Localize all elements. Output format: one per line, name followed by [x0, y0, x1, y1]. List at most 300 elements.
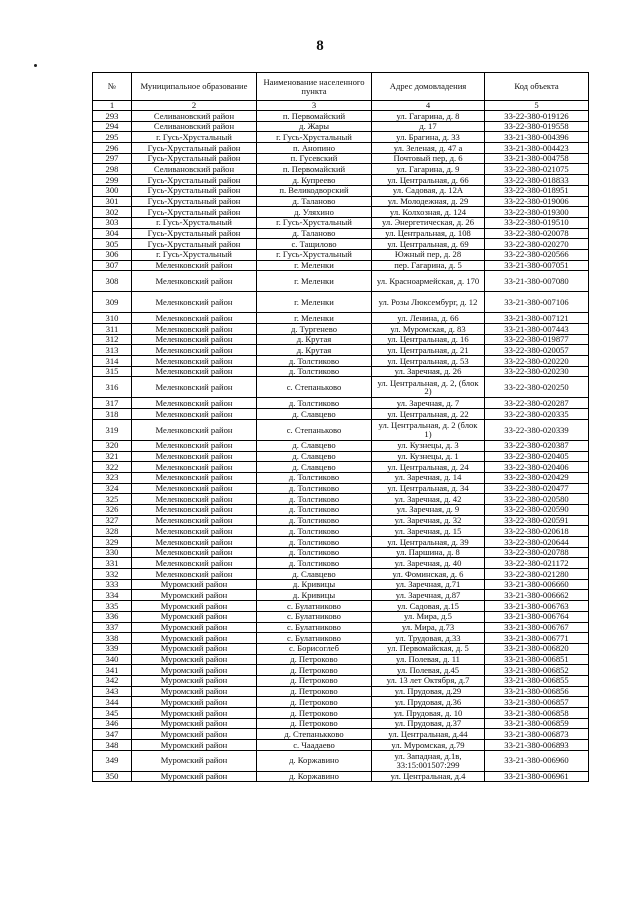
- row-number-cell: 304: [93, 228, 132, 239]
- address-cell: ул. Прудовая, д. 10: [372, 708, 485, 719]
- table-row: [93, 217, 589, 228]
- row-number-cell: 335: [93, 601, 132, 612]
- row-number-cell: 326: [93, 504, 132, 515]
- settlement-cell: д. Толстиково: [257, 494, 372, 505]
- settlement-cell: д. Толстиково: [257, 356, 372, 367]
- table-row: [93, 537, 589, 548]
- table-row: [93, 377, 589, 398]
- municipality-cell: Меленковский район: [132, 409, 257, 420]
- address-cell: д. 17: [372, 121, 485, 132]
- object-code-cell: 33-22-380-020339: [485, 419, 589, 440]
- table-row: [93, 175, 589, 186]
- municipality-cell: Меленковский район: [132, 569, 257, 580]
- row-number-cell: 306: [93, 249, 132, 260]
- settlement-cell: г. Гусь-Хрустальный: [257, 249, 372, 260]
- municipality-cell: Муромский район: [132, 611, 257, 622]
- address-cell: ул. Заречная, д.87: [372, 590, 485, 601]
- settlement-cell: д. Коржавино: [257, 771, 372, 782]
- address-cell: ул. Зеленая, д. 47 а: [372, 143, 485, 154]
- row-number-cell: 311: [93, 324, 132, 335]
- address-cell: ул. Центральная, д. 2 (блок 1): [372, 419, 485, 440]
- table-row: [93, 654, 589, 665]
- settlement-cell: д. Таланово: [257, 196, 372, 207]
- municipality-cell: Гусь-Хрустальный район: [132, 185, 257, 196]
- municipality-cell: Муромский район: [132, 708, 257, 719]
- municipality-cell: Меленковский район: [132, 547, 257, 558]
- column-index: 2: [132, 101, 257, 111]
- municipality-cell: Меленковский район: [132, 483, 257, 494]
- table-body: [93, 111, 589, 782]
- table-row: [93, 451, 589, 462]
- object-code-cell: 33-22-380-020057: [485, 345, 589, 356]
- settlement-cell: д. Петроково: [257, 665, 372, 676]
- object-code-cell: 33-21-380-007106: [485, 292, 589, 313]
- municipality-cell: Селивановский район: [132, 164, 257, 175]
- municipality-cell: Селивановский район: [132, 121, 257, 132]
- object-code-cell: 33-22-380-020335: [485, 409, 589, 420]
- row-number-cell: 302: [93, 207, 132, 218]
- address-cell: Почтовый пер, д. 6: [372, 153, 485, 164]
- municipality-cell: Меленковский район: [132, 515, 257, 526]
- table-row: [93, 239, 589, 250]
- objects-table: [92, 72, 589, 782]
- municipality-cell: Муромский район: [132, 729, 257, 740]
- settlement-cell: д. Толстиково: [257, 515, 372, 526]
- object-code-cell: 33-21-380-007080: [485, 271, 589, 292]
- table-row: [93, 271, 589, 292]
- table-row: [93, 740, 589, 751]
- municipality-cell: Муромский район: [132, 579, 257, 590]
- address-cell: ул. Гагарина, д. 8: [372, 111, 485, 122]
- object-code-cell: 33-22-380-021075: [485, 164, 589, 175]
- row-number-cell: 316: [93, 377, 132, 398]
- object-code-cell: 33-22-380-018951: [485, 185, 589, 196]
- address-cell: ул. Заречная, д. 26: [372, 366, 485, 377]
- settlement-cell: д. Уляхино: [257, 207, 372, 218]
- settlement-cell: с. Чаадаево: [257, 740, 372, 751]
- row-number-cell: 322: [93, 462, 132, 473]
- address-cell: ул. Заречная, д. 9: [372, 504, 485, 515]
- settlement-cell: д. Жары: [257, 121, 372, 132]
- municipality-cell: Меленковский район: [132, 451, 257, 462]
- row-number-cell: 346: [93, 718, 132, 729]
- settlement-cell: с. Булатниково: [257, 611, 372, 622]
- table-row: [93, 601, 589, 612]
- settlement-cell: д. Толстиково: [257, 472, 372, 483]
- municipality-cell: Муромский район: [132, 643, 257, 654]
- address-cell: ул. Центральная, д. 39: [372, 537, 485, 548]
- address-cell: ул. Центральная, д. 66: [372, 175, 485, 186]
- row-number-cell: 330: [93, 547, 132, 558]
- table-row: [93, 121, 589, 132]
- address-cell: ул. Брагина, д. 33: [372, 132, 485, 143]
- row-number-cell: 303: [93, 217, 132, 228]
- address-cell: ул. Центральная, д. 53: [372, 356, 485, 367]
- object-code-cell: 33-21-380-006873: [485, 729, 589, 740]
- address-cell: ул. Заречная, д.71: [372, 579, 485, 590]
- row-number-cell: 307: [93, 260, 132, 271]
- row-number-cell: 293: [93, 111, 132, 122]
- address-cell: ул. Прудовая, д.37: [372, 718, 485, 729]
- object-code-cell: 33-22-380-018833: [485, 175, 589, 186]
- table-row: [93, 708, 589, 719]
- municipality-cell: Муромский район: [132, 633, 257, 644]
- row-number-cell: 332: [93, 569, 132, 580]
- address-cell: ул. Паршина, д. 8: [372, 547, 485, 558]
- settlement-cell: п. Первомайский: [257, 164, 372, 175]
- address-cell: ул. Муромская, д. 83: [372, 324, 485, 335]
- address-cell: ул. Центральная, д. 16: [372, 334, 485, 345]
- table-row: [93, 185, 589, 196]
- header-number: №: [93, 73, 132, 101]
- settlement-cell: д. Таланово: [257, 228, 372, 239]
- address-cell: Южный пер, д. 28: [372, 249, 485, 260]
- table-row: [93, 771, 589, 782]
- table-row: [93, 504, 589, 515]
- object-code-cell: 33-22-380-020590: [485, 504, 589, 515]
- header-settlement: Наименование населенного пункта: [257, 73, 372, 101]
- table-row: [93, 494, 589, 505]
- address-cell: ул. Трудовая, д.33: [372, 633, 485, 644]
- object-code-cell: 33-22-380-020387: [485, 440, 589, 451]
- municipality-cell: Гусь-Хрустальный район: [132, 239, 257, 250]
- table-row: [93, 750, 589, 771]
- row-number-cell: 348: [93, 740, 132, 751]
- municipality-cell: Меленковский район: [132, 419, 257, 440]
- settlement-cell: с. Борисоглеб: [257, 643, 372, 654]
- municipality-cell: Муромский район: [132, 622, 257, 633]
- row-number-cell: 345: [93, 708, 132, 719]
- table-header-row: [93, 73, 589, 101]
- table-row: [93, 611, 589, 622]
- object-code-cell: 33-22-380-019510: [485, 217, 589, 228]
- row-number-cell: 305: [93, 239, 132, 250]
- municipality-cell: Меленковский район: [132, 271, 257, 292]
- row-number-cell: 319: [93, 419, 132, 440]
- object-code-cell: 33-22-380-020406: [485, 462, 589, 473]
- row-number-cell: 339: [93, 643, 132, 654]
- row-number-cell: 323: [93, 472, 132, 483]
- object-code-cell: 33-22-380-019558: [485, 121, 589, 132]
- settlement-cell: д. Толстиково: [257, 537, 372, 548]
- object-code-cell: 33-22-380-020566: [485, 249, 589, 260]
- table-row: [93, 472, 589, 483]
- row-number-cell: 320: [93, 440, 132, 451]
- table-row: [93, 366, 589, 377]
- settlement-cell: д. Крутая: [257, 334, 372, 345]
- table-row: [93, 313, 589, 324]
- table-row: [93, 409, 589, 420]
- row-number-cell: 343: [93, 686, 132, 697]
- municipality-cell: Меленковский район: [132, 292, 257, 313]
- address-cell: ул. Энергетическая, д. 26: [372, 217, 485, 228]
- settlement-cell: д. Петроково: [257, 708, 372, 719]
- row-number-cell: 301: [93, 196, 132, 207]
- municipality-cell: Меленковский район: [132, 526, 257, 537]
- address-cell: ул. Заречная, д. 32: [372, 515, 485, 526]
- address-cell: ул. Садовая, д. 12А: [372, 185, 485, 196]
- object-code-cell: 33-21-380-004758: [485, 153, 589, 164]
- object-code-cell: 33-22-380-020429: [485, 472, 589, 483]
- municipality-cell: Меленковский район: [132, 377, 257, 398]
- municipality-cell: Меленковский район: [132, 260, 257, 271]
- column-index: 1: [93, 101, 132, 111]
- municipality-cell: Гусь-Хрустальный район: [132, 228, 257, 239]
- row-number-cell: 297: [93, 153, 132, 164]
- object-code-cell: 33-21-380-006764: [485, 611, 589, 622]
- municipality-cell: г. Гусь-Хрустальный: [132, 249, 257, 260]
- table-row: [93, 153, 589, 164]
- row-number-cell: 315: [93, 366, 132, 377]
- settlement-cell: д. Кривицы: [257, 579, 372, 590]
- object-code-cell: 33-22-380-020477: [485, 483, 589, 494]
- table-row: [93, 729, 589, 740]
- row-number-cell: 328: [93, 526, 132, 537]
- settlement-cell: г. Меленки: [257, 292, 372, 313]
- address-cell: ул. Полевая, д. 11: [372, 654, 485, 665]
- settlement-cell: п. Гусевский: [257, 153, 372, 164]
- row-number-cell: 337: [93, 622, 132, 633]
- address-cell: ул. Мира, д.5: [372, 611, 485, 622]
- object-code-cell: 33-21-380-006855: [485, 675, 589, 686]
- table-row: [93, 228, 589, 239]
- row-number-cell: 324: [93, 483, 132, 494]
- row-number-cell: 325: [93, 494, 132, 505]
- municipality-cell: Меленковский район: [132, 494, 257, 505]
- table-row: [93, 515, 589, 526]
- address-cell: ул. Центральная, д. 21: [372, 345, 485, 356]
- table-row: [93, 718, 589, 729]
- settlement-cell: д. Толстиково: [257, 558, 372, 569]
- object-code-cell: 33-22-380-020580: [485, 494, 589, 505]
- column-index: 4: [372, 101, 485, 111]
- municipality-cell: Меленковский район: [132, 462, 257, 473]
- municipality-cell: Муромский район: [132, 686, 257, 697]
- row-number-cell: 349: [93, 750, 132, 771]
- municipality-cell: Муромский район: [132, 771, 257, 782]
- municipality-cell: Меленковский район: [132, 537, 257, 548]
- address-cell: ул. Центральная, д. 69: [372, 239, 485, 250]
- row-number-cell: 342: [93, 675, 132, 686]
- table-row: [93, 665, 589, 676]
- object-code-cell: 33-21-380-006893: [485, 740, 589, 751]
- settlement-cell: г. Меленки: [257, 260, 372, 271]
- object-code-cell: 33-21-380-006851: [485, 654, 589, 665]
- municipality-cell: Муромский район: [132, 718, 257, 729]
- address-cell: ул. Центральная, д. 22: [372, 409, 485, 420]
- table-row: [93, 633, 589, 644]
- address-cell: ул. Заречная, д. 14: [372, 472, 485, 483]
- object-code-cell: 33-22-380-020788: [485, 547, 589, 558]
- settlement-cell: д. Славцево: [257, 462, 372, 473]
- municipality-cell: Муромский район: [132, 665, 257, 676]
- settlement-cell: п. Анопино: [257, 143, 372, 154]
- object-code-cell: 33-21-380-004423: [485, 143, 589, 154]
- row-number-cell: 334: [93, 590, 132, 601]
- address-cell: ул. Садовая, д.15: [372, 601, 485, 612]
- settlement-cell: с. Тащилово: [257, 239, 372, 250]
- object-code-cell: 33-22-380-019126: [485, 111, 589, 122]
- row-number-cell: 333: [93, 579, 132, 590]
- address-cell: ул. Кузнецы, д. 1: [372, 451, 485, 462]
- row-number-cell: 310: [93, 313, 132, 324]
- settlement-cell: д. Толстиково: [257, 526, 372, 537]
- table-row: [93, 292, 589, 313]
- row-number-cell: 331: [93, 558, 132, 569]
- table-row: [93, 419, 589, 440]
- table-row: [93, 324, 589, 335]
- row-number-cell: 294: [93, 121, 132, 132]
- settlement-cell: г. Меленки: [257, 271, 372, 292]
- address-cell: ул. Заречная, д. 42: [372, 494, 485, 505]
- row-number-cell: 321: [93, 451, 132, 462]
- settlement-cell: с. Булатниково: [257, 601, 372, 612]
- row-number-cell: 336: [93, 611, 132, 622]
- settlement-cell: д. Толстиково: [257, 483, 372, 494]
- address-cell: пер. Гагарина, д. 5: [372, 260, 485, 271]
- settlement-cell: д. Петроково: [257, 654, 372, 665]
- object-code-cell: 33-22-380-020591: [485, 515, 589, 526]
- address-cell: ул. Центральная, д. 34: [372, 483, 485, 494]
- object-code-cell: 33-22-380-020644: [485, 537, 589, 548]
- object-code-cell: 33-22-380-020405: [485, 451, 589, 462]
- address-cell: ул. Центральная, д. 108: [372, 228, 485, 239]
- object-code-cell: 33-21-380-006771: [485, 633, 589, 644]
- address-cell: ул. 13 лет Октября, д.7: [372, 675, 485, 686]
- row-number-cell: 327: [93, 515, 132, 526]
- municipality-cell: Гусь-Хрустальный район: [132, 143, 257, 154]
- settlement-cell: д. Кривицы: [257, 590, 372, 601]
- row-number-cell: 298: [93, 164, 132, 175]
- scan-dot: [34, 64, 37, 67]
- settlement-cell: д. Петроково: [257, 675, 372, 686]
- object-code-cell: 33-22-380-020230: [485, 366, 589, 377]
- object-code-cell: 33-22-380-021172: [485, 558, 589, 569]
- table-row: [93, 356, 589, 367]
- row-number-cell: 341: [93, 665, 132, 676]
- table-row: [93, 558, 589, 569]
- settlement-cell: п. Первомайский: [257, 111, 372, 122]
- table-row: [93, 345, 589, 356]
- municipality-cell: г. Гусь-Хрустальный: [132, 132, 257, 143]
- row-number-cell: 314: [93, 356, 132, 367]
- municipality-cell: Гусь-Хрустальный район: [132, 153, 257, 164]
- table-row: [93, 569, 589, 580]
- settlement-cell: д. Крутая: [257, 345, 372, 356]
- settlement-cell: д. Тургенево: [257, 324, 372, 335]
- object-code-cell: 33-21-380-007443: [485, 324, 589, 335]
- table-row: [93, 132, 589, 143]
- row-number-cell: 317: [93, 398, 132, 409]
- municipality-cell: Меленковский район: [132, 472, 257, 483]
- settlement-cell: д. Славцево: [257, 451, 372, 462]
- row-number-cell: 350: [93, 771, 132, 782]
- object-code-cell: 33-22-380-019006: [485, 196, 589, 207]
- object-code-cell: 33-22-380-020287: [485, 398, 589, 409]
- settlement-cell: с. Булатниково: [257, 622, 372, 633]
- table-row: [93, 164, 589, 175]
- header-address: Адрес домовладения: [372, 73, 485, 101]
- municipality-cell: Муромский район: [132, 654, 257, 665]
- settlement-cell: с. Булатниково: [257, 633, 372, 644]
- column-index: 5: [485, 101, 589, 111]
- municipality-cell: Меленковский район: [132, 324, 257, 335]
- municipality-cell: Гусь-Хрустальный район: [132, 175, 257, 186]
- object-code-cell: 33-21-380-006858: [485, 708, 589, 719]
- object-code-cell: 33-21-380-006856: [485, 686, 589, 697]
- table-row: [93, 249, 589, 260]
- settlement-cell: г. Гусь-Хрустальный: [257, 217, 372, 228]
- object-code-cell: 33-22-380-020270: [485, 239, 589, 250]
- settlement-cell: д. Толстиково: [257, 398, 372, 409]
- row-number-cell: 329: [93, 537, 132, 548]
- column-index-row: [93, 101, 589, 111]
- address-cell: ул. Центральная, д.4: [372, 771, 485, 782]
- address-cell: ул. Колхозная, д. 124: [372, 207, 485, 218]
- row-number-cell: 347: [93, 729, 132, 740]
- table-row: [93, 143, 589, 154]
- table-row: [93, 579, 589, 590]
- column-index: 3: [257, 101, 372, 111]
- object-code-cell: 33-21-380-006852: [485, 665, 589, 676]
- table-row: [93, 697, 589, 708]
- object-code-cell: 33-22-380-021280: [485, 569, 589, 580]
- address-cell: ул. Западная, д.1в, 33:15:001507:299: [372, 750, 485, 771]
- row-number-cell: 295: [93, 132, 132, 143]
- header-object-code: Код объекта: [485, 73, 589, 101]
- address-cell: ул. Мира, д.73: [372, 622, 485, 633]
- municipality-cell: Муромский район: [132, 697, 257, 708]
- municipality-cell: Меленковский район: [132, 366, 257, 377]
- object-code-cell: 33-22-380-020250: [485, 377, 589, 398]
- object-code-cell: 33-21-380-007121: [485, 313, 589, 324]
- object-code-cell: 33-21-380-004396: [485, 132, 589, 143]
- settlement-cell: д. Степанькково: [257, 729, 372, 740]
- table-row: [93, 622, 589, 633]
- object-code-cell: 33-21-380-006820: [485, 643, 589, 654]
- table-row: [93, 675, 589, 686]
- municipality-cell: Меленковский район: [132, 345, 257, 356]
- settlement-cell: д. Славцево: [257, 409, 372, 420]
- municipality-cell: Муромский район: [132, 601, 257, 612]
- settlement-cell: д. Коржавино: [257, 750, 372, 771]
- table-row: [93, 526, 589, 537]
- address-cell: ул. Розы Люксембург, д. 12: [372, 292, 485, 313]
- row-number-cell: 308: [93, 271, 132, 292]
- address-cell: ул. Ленина, д. 66: [372, 313, 485, 324]
- settlement-cell: д. Толстиково: [257, 504, 372, 515]
- municipality-cell: Меленковский район: [132, 398, 257, 409]
- municipality-cell: Меленковский район: [132, 334, 257, 345]
- address-cell: ул. Молодежная, д. 29: [372, 196, 485, 207]
- settlement-cell: с. Степаньково: [257, 377, 372, 398]
- row-number-cell: 313: [93, 345, 132, 356]
- page-number: 8: [316, 38, 324, 54]
- table-row: [93, 196, 589, 207]
- address-cell: ул. Кузнецы, д. 3: [372, 440, 485, 451]
- municipality-cell: Меленковский район: [132, 440, 257, 451]
- municipality-cell: Селивановский район: [132, 111, 257, 122]
- address-cell: ул. Прудовая, д.36: [372, 697, 485, 708]
- object-code-cell: 33-21-380-006767: [485, 622, 589, 633]
- address-cell: ул. Муромская, д.79: [372, 740, 485, 751]
- table-row: [93, 334, 589, 345]
- address-cell: ул. Гагарина, д. 9: [372, 164, 485, 175]
- address-cell: ул. Полевая, д.45: [372, 665, 485, 676]
- row-number-cell: 312: [93, 334, 132, 345]
- settlement-cell: д. Славцево: [257, 569, 372, 580]
- table-row: [93, 643, 589, 654]
